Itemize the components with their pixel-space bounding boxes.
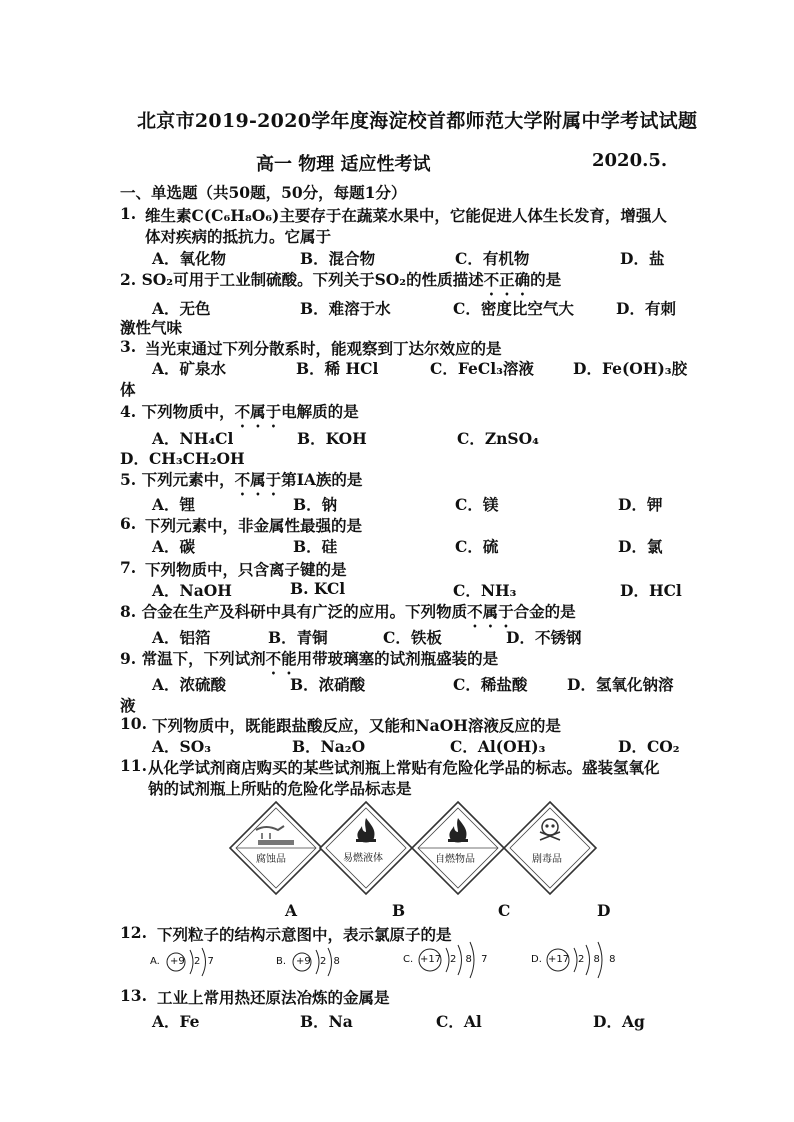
q5-option-d[interactable]: D．钾	[618, 495, 663, 514]
q2-option-b[interactable]: B．难溶于水	[300, 299, 391, 318]
atom-a-nucleus: +9	[170, 956, 185, 967]
question-8-emph: 不属于	[467, 602, 514, 621]
sign-letter-a: A	[285, 901, 298, 920]
question-1-number: 1.	[120, 204, 137, 223]
question-8-number: 8.	[120, 602, 137, 621]
question-2-number: 2.	[120, 270, 137, 289]
q10-option-a[interactable]: A．SO₃	[152, 737, 212, 756]
q1-option-c[interactable]: C．有机物	[455, 249, 530, 268]
q4-option-b[interactable]: B．KOH	[297, 429, 367, 448]
atom-diagram-c[interactable]	[403, 936, 493, 982]
question-8-pre: 合金在生产及科研中具有广泛的应用。下列物质	[141, 602, 468, 621]
question-4-post: 电解质的是	[281, 402, 359, 421]
sign-letter-b: B	[392, 901, 406, 920]
atom-diagram-b[interactable]	[276, 938, 356, 982]
q1-option-a[interactable]: A．氧化物	[152, 249, 227, 268]
question-4-pre: 下列物质中，	[141, 402, 235, 421]
q13-option-c[interactable]: C．Al	[436, 1012, 482, 1031]
question-9-emph: 不能	[265, 649, 297, 668]
question-7-text: 下列物质中，只含离子键的是	[145, 560, 347, 579]
q6-option-b[interactable]: B．硅	[293, 537, 338, 556]
atom-b-nucleus: +9	[296, 956, 311, 967]
question-11-number: 11.	[120, 756, 147, 775]
atom-c-nucleus: +17	[420, 954, 442, 965]
q9-option-d-wrap: 液	[120, 696, 136, 715]
question-11-line1: 从化学试剂商店购买的某些试剂瓶上常贴有危险化学品的标志。盛装氢氧化	[148, 758, 660, 777]
question-5-number: 5.	[120, 470, 137, 489]
question-2	[120, 268, 561, 299]
q2-option-d[interactable]: D．有刺	[616, 299, 676, 318]
question-4-number: 4.	[120, 402, 137, 421]
question-11-line2: 钠的试剂瓶上所贴的危险化学品标志是	[148, 779, 412, 798]
question-4-emph: 不属于	[234, 402, 282, 421]
question-2-post: 的是	[530, 270, 562, 289]
atom-a-shells: 2 7	[194, 956, 216, 967]
q3-option-a[interactable]: A．矿泉水	[152, 359, 227, 378]
hazard-sign-a[interactable]	[228, 800, 324, 896]
question-12-text: 下列粒子的结构示意图中，表示氯原子的是	[157, 925, 452, 944]
atom-diagram-d[interactable]	[531, 936, 621, 982]
atom-a-option: A.	[150, 956, 160, 967]
hazard-sign-d[interactable]	[502, 800, 598, 896]
q13-option-b[interactable]: B．Na	[300, 1012, 353, 1031]
q7-option-a[interactable]: A．NaOH	[152, 581, 232, 600]
q8-option-c[interactable]: C．铁板	[383, 628, 442, 647]
question-6-number: 6.	[120, 514, 137, 533]
question-10-number: 10.	[120, 714, 147, 733]
q3-option-d[interactable]: D．Fe(OH)₃胶	[573, 359, 688, 378]
atom-c-shells: 2 8 7	[450, 954, 491, 965]
question-9-post: 用带玻璃塞的试剂瓶盛装的是	[296, 649, 499, 668]
question-3-number: 3.	[120, 337, 137, 356]
q9-option-c[interactable]: C．稀盐酸	[453, 675, 528, 694]
q7-option-b[interactable]: B. KCl	[290, 579, 346, 598]
q13-option-d[interactable]: D．Ag	[593, 1012, 645, 1031]
hazard-sign-b-label: 易燃液体	[343, 853, 383, 864]
question-9-pre: 常温下，下列试剂	[141, 649, 266, 668]
page-title: 北京市2019-2020学年度海淀校首都师范大学附属中学考试试题	[137, 110, 698, 132]
q5-option-c[interactable]: C．镁	[455, 495, 499, 514]
question-2-pre: SO₂可用于工业制硫酸。下列关于SO₂的性质描述	[141, 270, 484, 289]
q7-option-c[interactable]: C．NH₃	[453, 581, 517, 600]
question-13-number: 13.	[120, 986, 147, 1005]
q5-option-b[interactable]: B．钠	[293, 495, 338, 514]
q1-option-b[interactable]: B．混合物	[300, 249, 376, 268]
question-5-post: 第IA族的是	[281, 470, 363, 489]
section-heading: 一、单选题（共50题，50分，每题1分）	[120, 183, 407, 202]
atom-d-option: D.	[531, 954, 542, 965]
q9-option-a[interactable]: A．浓硫酸	[152, 675, 227, 694]
atom-diagram-a[interactable]	[150, 938, 230, 982]
q13-option-a[interactable]: A．Fe	[152, 1012, 200, 1031]
q9-option-d[interactable]: D．氢氧化钠溶	[567, 675, 674, 694]
question-9-number: 9.	[120, 649, 137, 668]
question-1-line2: 体对疾病的抵抗力。它属于	[145, 227, 332, 246]
q1-option-d[interactable]: D．盐	[620, 249, 665, 268]
sign-letter-d: D	[597, 901, 611, 920]
q2-option-c[interactable]: C．密度比空气大	[453, 299, 574, 318]
q4-option-a[interactable]: A．NH₄Cl	[152, 429, 234, 448]
q3-option-c[interactable]: C．FeCl₃溶液	[430, 359, 534, 378]
question-7-number: 7.	[120, 558, 137, 577]
question-2-emph: 不正确	[483, 270, 531, 289]
q4-option-c[interactable]: C．ZnSO₄	[457, 429, 539, 448]
exam-date: 2020.5.	[592, 150, 668, 171]
q9-option-b[interactable]: B．浓硝酸	[290, 675, 366, 694]
hazard-sign-c-label: 自燃物品	[435, 854, 475, 865]
hazard-sign-a-label: 腐蚀品	[256, 854, 286, 865]
hazard-sign-c[interactable]	[410, 800, 506, 896]
exam-subtitle: 高一 物理 适应性考试	[256, 154, 431, 175]
q3-option-b[interactable]: B．稀 HCl	[296, 359, 379, 378]
q10-option-b[interactable]: B．Na₂O	[292, 737, 366, 756]
q6-option-d[interactable]: D．氯	[618, 537, 663, 556]
atom-b-shells: 2 8	[320, 956, 342, 967]
question-8-post: 合金的是	[513, 602, 576, 621]
atom-d-shells: 2 8 8	[578, 954, 619, 965]
question-5-pre: 下列元素中，	[141, 470, 235, 489]
hazard-sign-b[interactable]	[318, 800, 414, 896]
question-12-number: 12.	[120, 923, 147, 942]
atom-c-option: C.	[403, 954, 414, 965]
question-3-text: 当光束通过下列分散系时，能观察到丁达尔效应的是	[145, 339, 502, 358]
q2-option-a[interactable]: A．无色	[152, 299, 211, 318]
question-5-emph: 不属于	[234, 470, 282, 489]
q5-option-a[interactable]: A．锂	[152, 495, 196, 514]
q6-option-c[interactable]: C．硫	[455, 537, 499, 556]
q8-option-d[interactable]: D．不锈钢	[506, 628, 582, 647]
hazard-sign-d-label: 剧毒品	[532, 854, 562, 865]
q10-option-d[interactable]: D．CO₂	[618, 737, 680, 756]
q7-option-d[interactable]: D．HCl	[620, 581, 682, 600]
sign-letter-c: C	[498, 901, 511, 920]
q3-option-d-wrap: 体	[120, 380, 136, 399]
atom-d-nucleus: +17	[548, 954, 570, 965]
question-6-text: 下列元素中，非金属性最强的是	[145, 516, 363, 535]
q8-option-b[interactable]: B．青铜	[268, 628, 328, 647]
question-10-text: 下列物质中，既能跟盐酸反应，又能和NaOH溶液反应的是	[152, 716, 561, 735]
atom-b-option: B.	[276, 956, 287, 967]
q8-option-a[interactable]: A．铝箔	[152, 628, 211, 647]
q6-option-a[interactable]: A．碳	[152, 537, 196, 556]
question-1-line1: 维生素C(C₆H₈O₆)主要存于在蔬菜水果中，它能促进人体生长发育，增强人	[145, 206, 667, 225]
q10-option-c[interactable]: C．Al(OH)₃	[450, 737, 546, 756]
q2-option-d-wrap: 激性气味	[120, 318, 183, 337]
question-13-text: 工业上常用热还原法冶炼的金属是	[157, 988, 390, 1007]
q4-option-d[interactable]: D．CH₃CH₂OH	[120, 449, 245, 468]
